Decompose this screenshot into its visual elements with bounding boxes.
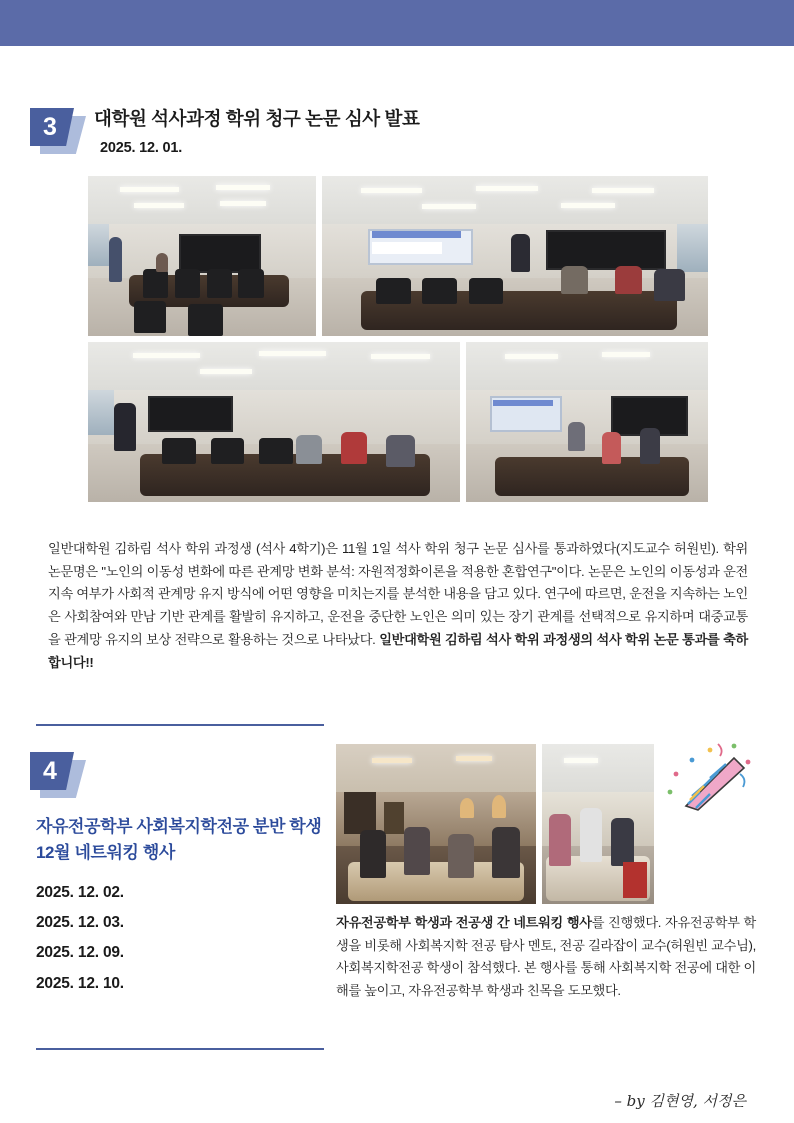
- section-3-body-highlight: 일반대학원 김하림 석사 학위 과정생의 석사 학위 논문 통과를 축하합니다!!: [48, 631, 748, 670]
- section-4-number: 4: [43, 756, 57, 785]
- photo-student-presenting: [88, 342, 460, 502]
- section-3-photo-grid: [88, 176, 708, 508]
- photo-presentation-screen: [322, 176, 708, 336]
- section-3-title: 대학원 석사과정 학위 청구 논문 심사 발표: [94, 108, 420, 129]
- section-3-number-badge: [30, 108, 88, 154]
- byline: – by 김현영, 서정은: [614, 1092, 746, 1110]
- divider-bottom: [36, 1048, 324, 1050]
- top-color-band: [0, 0, 794, 46]
- photo-cafe-gathering: [336, 744, 536, 904]
- photo-committee-discussion: [466, 342, 708, 502]
- divider-top: [36, 724, 324, 726]
- list-item: 2025. 12. 02.: [36, 884, 124, 901]
- section-4-photo-grid: [336, 744, 654, 904]
- section-3-body-text: 일반대학원 김하림 석사 학위 과정생 (석사 4학기)은 11월 1일 석사 학위 청구 논문 심사를 통과하였다(지도교수 허원빈). 학위 논문명은 "노인의 이동성 변화에 따른 관계망 변화 분석: 자원적정화이론을 적용한 혼합연구"이다. 논문은 노인의 이동성과 운전 지속 여부가 사회적 관계망 유지 방식에 어떤 영향을 미치는지를 분석한 내용을 담고 있다. 연구에 따르면, 운전을 지속하는 노인은 사회참여와 만남 기반 관계를 활발히 유지하고, 운전을 중단한 노인은 의미 있는 장기 관계를 선택적으로 유지하며 대중교통을 관계망 유지의 보상 전략으로 활용하는 것으로 나타났다.: [48, 541, 748, 647]
- photo-seminar-room-wide: [88, 176, 316, 336]
- party-popper-icon: [648, 740, 758, 812]
- section-4-body-text: 를 진행했다. 자유전공학부 학생을 비롯해 사회복지학 전공 탐사 멘토, 전공 길라잡이 교수(허원빈 교수님), 사회복지학전공 학생이 참석했다. 본 행사를 통해 사회복지학 전공에 대한 이해를 높이고, 자유전공학부 학생과 친목을 도모했다.: [336, 915, 756, 999]
- section-4-date-list: [36, 878, 124, 999]
- section-4-body: [336, 912, 756, 1003]
- list-item: 2025. 12. 10.: [36, 974, 124, 992]
- list-item: 2025. 12. 03.: [36, 914, 124, 932]
- section-4-number-badge: [30, 752, 88, 798]
- list-item: 2025. 12. 09.: [36, 944, 124, 962]
- section-4-title: 자유전공학부 사회복지학전공 분반 학생 12월 네트워킹 행사: [36, 817, 322, 862]
- section-3-number: 3: [43, 112, 57, 141]
- section-3-date: 2025. 12. 01.: [100, 140, 183, 156]
- photo-table-networking: [542, 744, 654, 904]
- section-4-body-highlight: 자유전공학부 학생과 전공생 간 네트워킹 행사: [336, 915, 592, 930]
- section-3-body: [48, 538, 748, 674]
- section-3-header: [30, 108, 419, 154]
